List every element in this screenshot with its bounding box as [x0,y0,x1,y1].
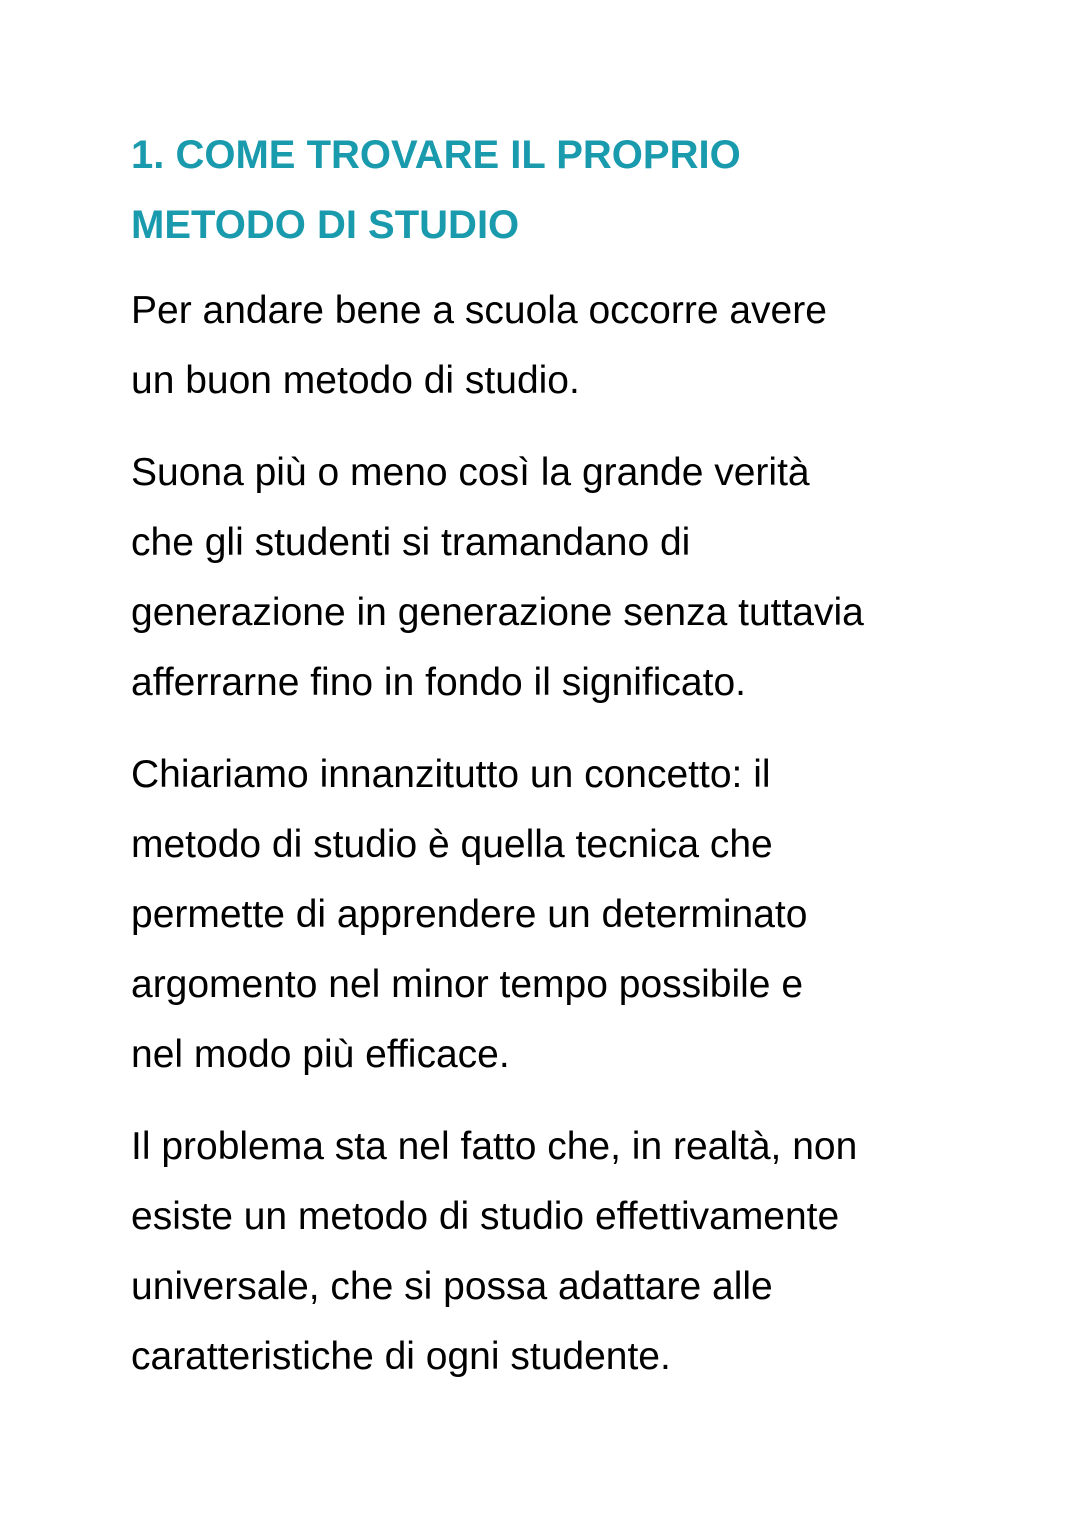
paragraph-definition: Chiariamo innanzitutto un concetto: il metodo di studio è quella tecnica che permette di apprendere un determinato argomento nel minor tempo possibile e nel modo più efficace. [131,753,808,1076]
paragraph-problem: Il problema sta nel fatto che, in realtà, non esiste un metodo di studio effettivamente universale, che si possa adattare alle caratteristiche di ogni studente. [131,1125,858,1378]
paragraph-truth: Suona più o meno così la grande verità che gli studenti si tramandano di generazione in generazione senza tuttavia afferrarne fino in fondo il significato. [131,451,864,704]
document-page [131,120,1031,1392]
section-heading: 1. COME TROVARE IL PROPRIO METODO DI STUDIO [131,133,741,247]
paragraph-intro: Per andare bene a scuola occorre avere un buon metodo di studio. [131,289,827,402]
